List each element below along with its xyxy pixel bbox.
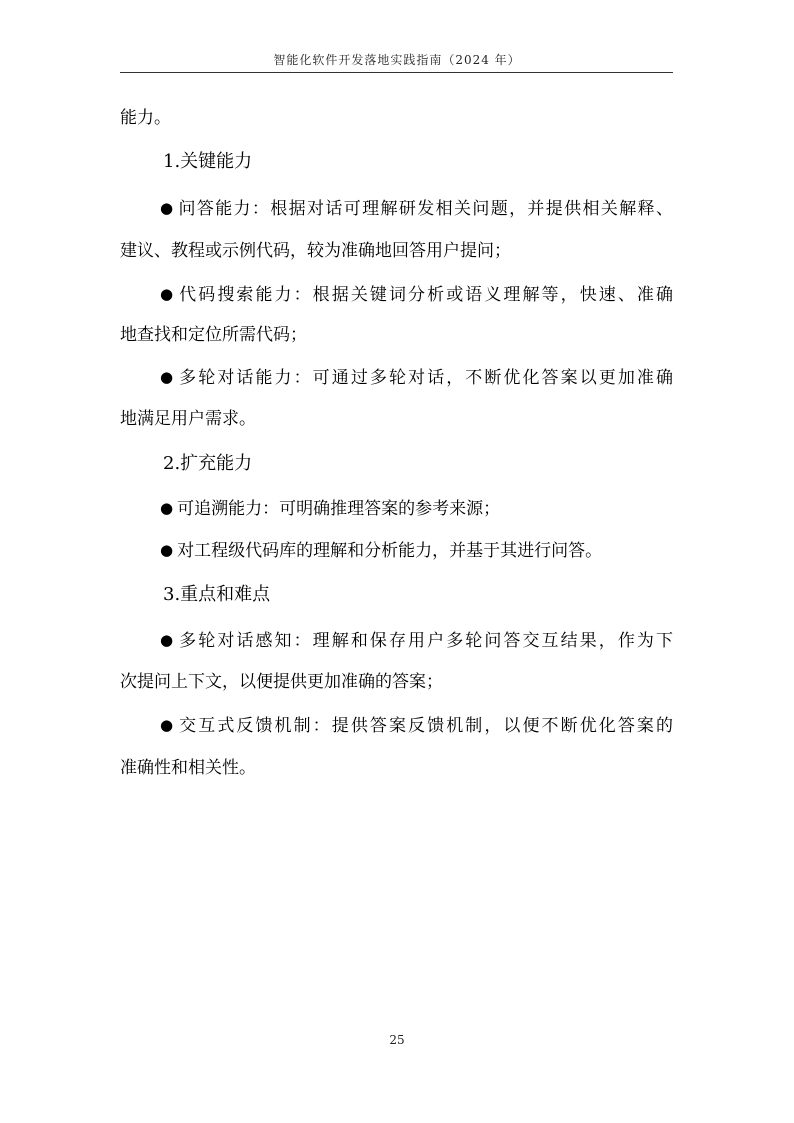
bullet-icon: ● — [160, 285, 174, 303]
bullet-text: 对工程级代码库的理解和分析能力，并基于其进行问答。 — [177, 541, 603, 561]
bullet-icon: ● — [160, 541, 174, 559]
bullet-icon: ● — [160, 499, 174, 517]
bullet-continuation: 地查找和定位所需代码； — [120, 325, 307, 345]
page-number: 25 — [389, 1033, 405, 1047]
bullet-text: 交互式反馈机制：提供答案反馈机制，以便不断优化答案的 — [177, 716, 673, 736]
bullet-continuation: 次提问上下文，以便提供更加准确的答案； — [120, 672, 443, 692]
bullet-continuation: 建议、教程或示例代码，较为准确地回答用户提问； — [120, 241, 511, 261]
bullet-icon: ● — [160, 631, 174, 649]
bullet-item — [120, 282, 673, 307]
bullet-continuation: 准确性和相关性。 — [120, 758, 256, 778]
bullet-text: 多轮对话感知：理解和保存用户多轮问答交互结果，作为下 — [177, 631, 673, 651]
bullet-icon: ● — [160, 368, 174, 386]
section-heading-key-capabilities: 1.关键能力 — [163, 151, 253, 172]
bullet-text: 多轮对话能力：可通过多轮对话，不断优化答案以更加准确 — [177, 368, 673, 388]
running-header: 智能化软件开发落地实践指南（2024 年） — [273, 53, 521, 67]
bullet-text: 代码搜索能力：根据关键词分析或语义理解等，快速、准确 — [177, 285, 673, 305]
bullet-continuation: 地满足用户需求。 — [120, 409, 256, 429]
bullet-text: 问答能力：根据对话可理解研发相关问题，并提供相关解释、 — [177, 199, 673, 219]
section-heading-extended-capabilities: 2.扩充能力 — [163, 453, 253, 474]
bullet-item — [120, 628, 673, 653]
bullet-icon: ● — [160, 716, 174, 734]
bullet-item — [120, 365, 673, 390]
bullet-text: 可追溯能力：可明确推理答案的参考来源； — [177, 499, 501, 519]
bullet-item — [120, 496, 673, 521]
bullet-icon: ● — [160, 199, 174, 217]
paragraph-continuation: 能力。 — [120, 108, 171, 128]
header-rule — [120, 72, 673, 73]
bullet-item — [120, 713, 673, 738]
bullet-item — [120, 196, 673, 221]
section-heading-focus-and-difficulties: 3.重点和难点 — [163, 584, 271, 605]
bullet-item — [120, 538, 673, 563]
